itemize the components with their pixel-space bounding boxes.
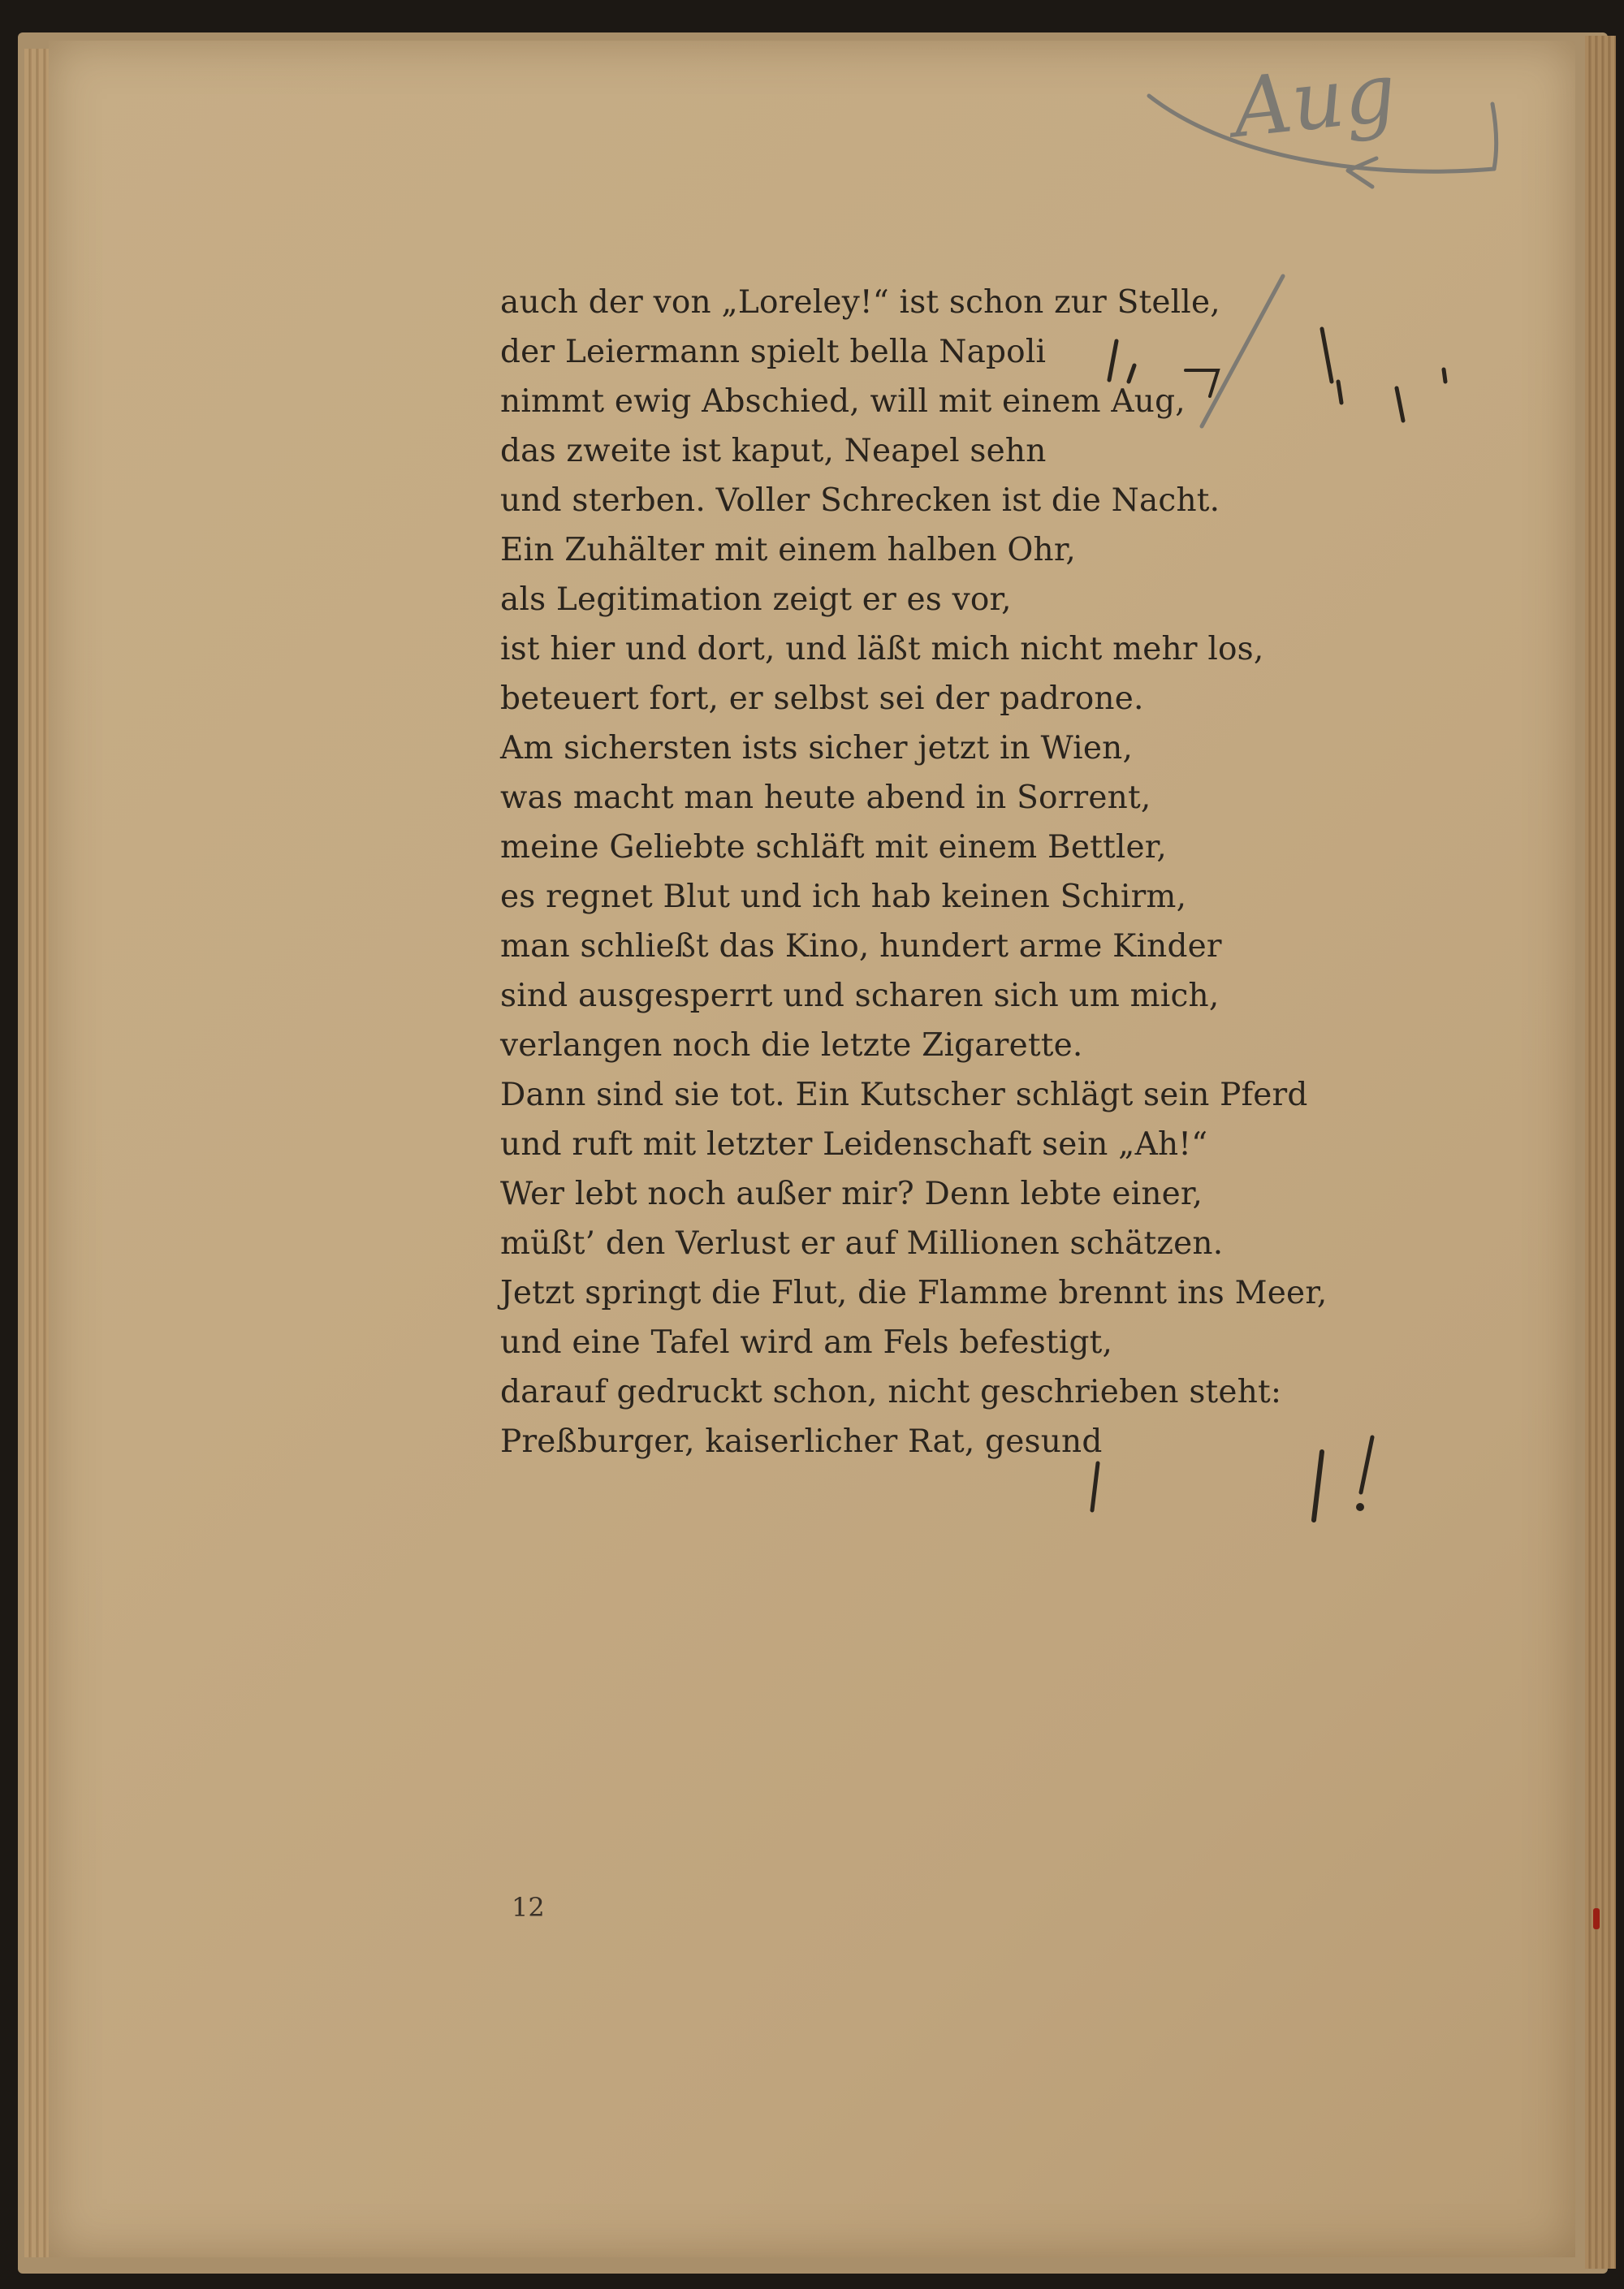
- margin-mark-comma-2: [1397, 369, 1445, 421]
- pencil-long-stroke: [1202, 276, 1283, 426]
- poem-line: Am sichersten ists sicher jetzt in Wien,: [500, 730, 1134, 767]
- poem-line: ist hier und dort, und läßt mich nicht mehr los,: [500, 631, 1264, 667]
- poem-line: Wer lebt noch außer mir? Denn lebte einer,: [500, 1176, 1203, 1212]
- margin-mark-exclamation: [1361, 1437, 1372, 1492]
- pencil-hook-stroke: [1492, 104, 1497, 169]
- poem-line: beteuert fort, er selbst sei der padrone.: [500, 680, 1144, 717]
- poem-line: das zweite ist kaput, Neapel sehn: [500, 433, 1047, 469]
- margin-mark-exclamation-dot: [1356, 1503, 1364, 1511]
- margin-mark-comma-1: [1322, 329, 1341, 403]
- handwritten-note-aug: Aug: [1228, 44, 1401, 157]
- poem-line: verlangen noch die letzte Zigarette.: [500, 1027, 1083, 1064]
- poem-line: darauf gedruckt schon, nicht geschrieben steht:: [500, 1374, 1282, 1410]
- poem-line: und ruft mit letzter Leidenschaft sein „Ah!“: [500, 1126, 1208, 1163]
- poem-line: man schließt das Kino, hundert arme Kinder: [500, 928, 1222, 965]
- insertion-mark-gesund: [1092, 1463, 1098, 1510]
- poem-line: was macht man heute abend in Sorrent,: [500, 780, 1151, 816]
- poem-line: Ein Zuhälter mit einem halben Ohr,: [500, 532, 1077, 568]
- page-number: 12: [512, 1892, 545, 1923]
- poem-line: Jetzt springt die Flut, die Flamme brennt ins Meer,: [500, 1275, 1328, 1311]
- poem-line: der Leiermann spielt bella Napoli: [500, 334, 1047, 370]
- poem-line: nimmt ewig Abschied, will mit einem Aug,: [500, 383, 1186, 420]
- poem-line: es regnet Blut und ich hab keinen Schirm,: [500, 879, 1187, 915]
- poem-line: Dann sind sie tot. Ein Kutscher schlägt sein Pferd: [500, 1077, 1308, 1113]
- poem-line: sind ausgesperrt und scharen sich um mich,: [500, 978, 1220, 1014]
- poem-line: als Legitimation zeigt er es vor,: [500, 581, 1012, 618]
- poem-line: und eine Tafel wird am Fels befestigt,: [500, 1324, 1113, 1361]
- poem-line: müßt’ den Verlust er auf Millionen schätzen.: [500, 1225, 1224, 1262]
- margin-mark-slash: [1314, 1452, 1322, 1520]
- pencil-arrow-head: [1348, 158, 1376, 187]
- insertion-mark-bella-napoli: [1109, 341, 1134, 382]
- poem-line: meine Geliebte schläft mit einem Bettler,: [500, 829, 1167, 866]
- poem-line: und sterben. Voller Schrecken ist die Nacht.: [500, 482, 1220, 519]
- insertion-mark-aug: [1186, 370, 1218, 396]
- poem-line: auch der von „Loreley!“ ist schon zur Stelle,: [500, 284, 1220, 321]
- poem-line: Preßburger, kaiserlicher Rat, gesund: [500, 1423, 1103, 1460]
